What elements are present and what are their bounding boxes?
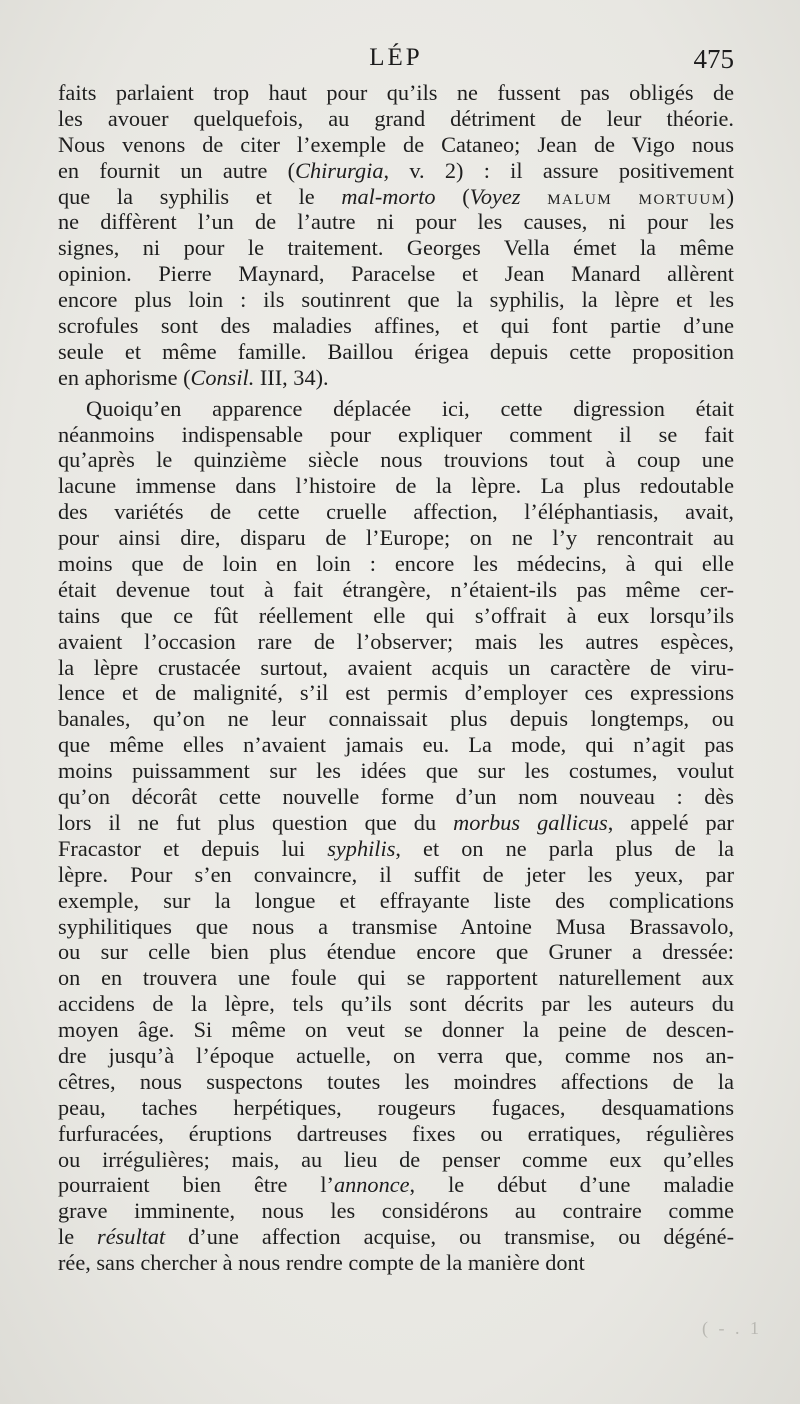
italic-text: mal-morto — [341, 183, 436, 209]
text-line — [58, 836, 734, 862]
text-run: , v. 2) : il assure positivement — [383, 157, 734, 183]
text-run: lèpre. Pour s’en convaincre, il suffit de jeter les yeux, par — [58, 861, 734, 887]
text-line — [58, 132, 734, 158]
text-line — [58, 732, 734, 758]
text-line — [58, 1198, 734, 1224]
text-line — [58, 914, 734, 940]
text-line — [58, 706, 734, 732]
text-line — [58, 261, 734, 287]
text-run: scrofules sont des maladies affines, et qui font partie d’une — [58, 313, 734, 339]
text-run: syphilitiques que nous a transmise Antoine Musa Brassavolo, — [58, 913, 734, 939]
text-run: ou irrégulières; mais, au lieu de penser comme eux qu’elles — [58, 1146, 734, 1172]
text-run: on en trouvera une foule qui se rapportent naturellement aux — [58, 965, 734, 991]
text-line — [58, 499, 734, 525]
text-run: en fournit un autre ( — [58, 157, 296, 183]
italic-text: Consil. — [190, 364, 255, 390]
text-line — [58, 473, 734, 499]
text-line — [58, 1224, 734, 1250]
text-run: les avouer quelquefois, au grand détriment de leur théorie. — [58, 105, 734, 131]
text-run: qu’après le quinzième siècle nous trouvions tout à coup une — [58, 447, 734, 473]
text-line — [58, 1147, 734, 1173]
text-line — [58, 629, 734, 655]
text-line — [58, 80, 734, 106]
text-line — [58, 287, 734, 313]
text-run: furfuracées, éruptions dartreuses fixes ou erratiques, régulières — [58, 1120, 734, 1146]
text-run: ou sur celle bien plus étendue encore que Gruner a dressée: — [58, 939, 734, 965]
italic-text: Chirurgia — [295, 157, 384, 183]
text-run: exemple, sur la longue et effrayante liste des complications — [58, 887, 734, 913]
text-run: lacune immense dans l’histoire de la lèpre. La plus redoutable — [58, 473, 734, 499]
text-run: accidens de la lèpre, tels qu’ils sont décrits par les auteurs du — [58, 991, 734, 1017]
text-line — [58, 422, 734, 448]
text-run: qu’on décorât cette nouvelle forme d’un nom nouveau : dès — [58, 784, 734, 810]
text-line — [58, 680, 734, 706]
page-mark: ( - . 1 — [702, 1318, 762, 1338]
text-line — [58, 313, 734, 339]
text-run: Quoiqu’en apparence déplacée ici, cette digression était — [86, 395, 734, 421]
paragraph — [58, 396, 734, 1276]
text-run: rée, sans chercher à nous rendre compte de la manière dont — [58, 1250, 585, 1276]
text-line — [58, 1121, 734, 1147]
text-line — [58, 1250, 734, 1276]
text-run: faits parlaient trop haut pour qu’ils ne fussent pas obligés de — [58, 80, 734, 105]
text-line — [58, 577, 734, 603]
text-run: peau, taches herpétiques, rougeurs fugaces, desquamations — [58, 1094, 734, 1120]
text-run: en aphorisme ( — [58, 364, 191, 390]
italic-text: morbus gallicus — [453, 809, 608, 835]
text-run: lence et de malignité, s’il est permis d’employer ces expressions — [58, 680, 734, 706]
body-text — [58, 80, 734, 1276]
text-line — [58, 991, 734, 1017]
text-run: moyen âge. Si même on veut se donner la peine de descen- — [58, 1017, 734, 1043]
text-run: des variétés de cette cruelle affection, l’éléphantiasis, avait, — [58, 499, 734, 525]
text-line — [58, 655, 734, 681]
small-caps-text: MALUM MORTUUM — [547, 191, 727, 208]
text-run: , le début d’une maladie — [409, 1172, 734, 1198]
text-run: , et on ne parla plus de la — [395, 835, 734, 861]
text-line — [58, 965, 734, 991]
text-line — [58, 1095, 734, 1121]
text-line — [58, 758, 734, 784]
text-run: ne diffèrent l’un de l’autre ni pour les causes, ni pour les — [58, 209, 734, 235]
italic-text: syphilis — [327, 835, 396, 861]
text-line — [58, 396, 734, 422]
text-line — [58, 365, 734, 391]
paragraph — [58, 80, 734, 391]
text-line — [58, 106, 734, 132]
text-run: avaient l’occasion rare de l’observer; mais les autres espèces, — [58, 628, 734, 654]
text-line — [58, 888, 734, 914]
text-line — [58, 603, 734, 629]
text-run: lors il ne fut plus question que du — [58, 809, 454, 835]
text-run: banales, qu’on ne leur connaissait plus depuis longtemps, ou — [58, 706, 734, 732]
text-line — [58, 339, 734, 365]
text-run: moins puissamment sur les idées que sur les costumes, voulut — [58, 758, 734, 784]
text-run: était devenue tout à fait étrangère, n’étaient-ils pas même cer- — [58, 576, 734, 602]
text-run: que la syphilis et le — [58, 183, 342, 209]
text-run: cêtres, nous suspectons toutes les moindres affections de la — [58, 1068, 734, 1094]
text-run: encore plus loin : ils soutinrent que la syphilis, la lèpre et les — [58, 287, 734, 313]
text-run — [521, 184, 548, 209]
text-line — [58, 235, 734, 261]
text-run: signes, ni pour le traitement. Georges Vella émet la même — [58, 235, 734, 261]
text-line — [58, 551, 734, 577]
text-run: ) — [726, 183, 734, 209]
page-header — [58, 44, 734, 78]
text-line — [58, 1043, 734, 1069]
text-line — [58, 525, 734, 551]
text-line — [58, 447, 734, 473]
text-line — [58, 184, 734, 210]
italic-text: résultat — [97, 1224, 166, 1250]
text-run: , appelé par — [607, 809, 734, 835]
text-run: la lèpre crustacée surtout, avaient acquis un caractère de viru- — [58, 654, 734, 680]
text-run: d’une affection acquise, ou transmise, ou dégéné- — [165, 1224, 734, 1250]
italic-text: annonce — [333, 1172, 410, 1198]
text-run: tains que ce fût réellement elle qui s’offrait à eux lorsqu’ils — [58, 602, 734, 628]
running-head: LÉP — [369, 44, 423, 71]
text-line — [58, 158, 734, 184]
text-line — [58, 209, 734, 235]
text-run: dre jusqu’à l’époque actuelle, on verra que, comme nos an- — [58, 1042, 734, 1068]
page-number: 475 — [693, 44, 734, 74]
text-line — [58, 810, 734, 836]
text-run: pour ainsi dire, disparu de l’Europe; on ne l’y rencontrait au — [58, 525, 734, 551]
text-line — [58, 862, 734, 888]
text-run: ( — [435, 183, 470, 209]
text-line — [58, 939, 734, 965]
text-line — [58, 1069, 734, 1095]
text-run: seule et même famille. Baillou érigea depuis cette proposition — [58, 338, 734, 364]
text-run: opinion. Pierre Maynard, Paracelse et Jean Manard allèrent — [58, 261, 734, 287]
text-run: que même elles n’avaient jamais eu. La mode, qui n’agit pas — [58, 732, 734, 758]
text-run: moins que de loin en loin : encore les médecins, à qui elle — [58, 551, 734, 577]
italic-text: Voyez — [469, 183, 521, 209]
text-run: le — [58, 1224, 98, 1250]
text-run: pourraient bien être l’ — [58, 1172, 334, 1198]
text-line — [58, 1172, 734, 1198]
text-line — [58, 784, 734, 810]
text-run: Nous venons de citer l’exemple de Cataneo; Jean de Vigo nous — [58, 131, 734, 157]
text-run: néanmoins indispensable pour expliquer comment il se fait — [58, 421, 734, 447]
text-run: grave imminente, nous les considérons au contraire comme — [58, 1198, 734, 1224]
text-run: III, 34). — [254, 364, 329, 390]
text-line — [58, 1017, 734, 1043]
text-run: Fracastor et depuis lui — [58, 835, 328, 861]
